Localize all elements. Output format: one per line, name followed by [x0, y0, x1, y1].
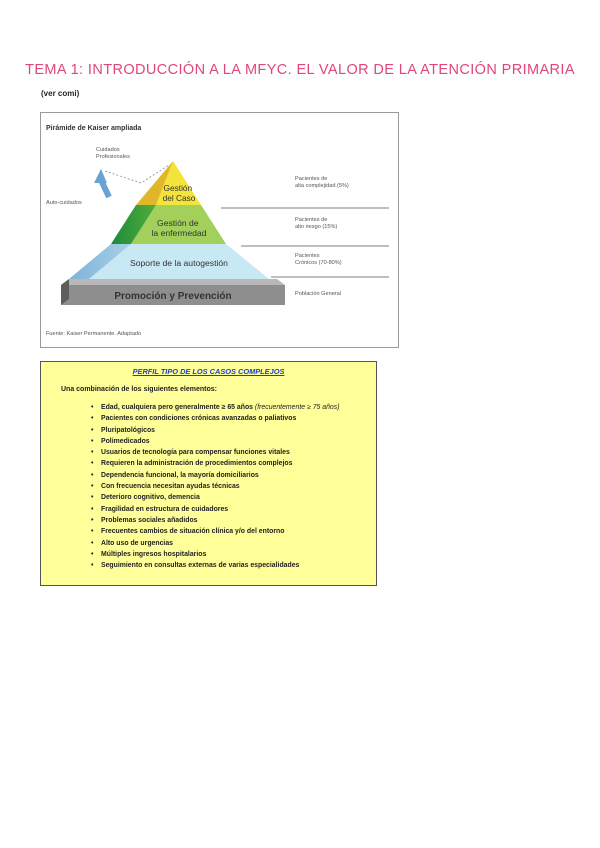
list-item: • Dependencia funcional, la mayoría domiciliarios: [101, 470, 340, 481]
criteria-list: [91, 402, 340, 571]
list-item: • Múltiples ingresos hospitalarios: [101, 549, 340, 560]
list-item: • Frecuentes cambios de situación clínica y/o del entorno: [101, 526, 340, 537]
population-alto-riesgo: Pacientes de alto riesgo (15%): [295, 217, 338, 230]
figure-title: Pirámide de Kaiser ampliada: [46, 125, 142, 132]
document-note: (ver comi): [41, 89, 80, 98]
population-alta-complejidad: Pacientes de alta complejidad (5%): [295, 176, 349, 189]
box-intro: Una combinación de los siguientes elementos:: [61, 386, 217, 393]
box-title: PERFIL TIPO DE LOS CASOS COMPLEJOS: [132, 367, 285, 376]
list-item: • Usuarios de tecnología para compensar funciones vitales: [101, 447, 340, 458]
list-item: • Alto uso de urgencias: [101, 538, 340, 549]
list-item: • Pacientes con condiciones crónicas avanzadas o paliativos: [101, 413, 340, 424]
level-autogestion-label: Soporte de la autogestión: [130, 258, 228, 268]
level-caso-label: Gestión del Caso: [162, 183, 196, 203]
document-title: TEMA 1: INTRODUCCIÓN A LA MFYC. EL VALOR DE LA ATENCIÓN PRIMARIA: [25, 62, 575, 78]
list-item: • Edad, cualquiera pero generalmente ≥ 65 años (frecuentemente ≥ 75 años): [101, 402, 340, 413]
list-item: • Pluripatológicos: [101, 425, 340, 436]
population-general: Población General: [295, 291, 342, 297]
figure-source: Fuente: Kaiser Permanente. Adaptado: [46, 331, 142, 337]
kaiser-pyramid-figure: [40, 112, 399, 348]
list-item: • Seguimiento en consultas externas de varias especialidades: [101, 560, 340, 571]
list-item: • Polimedicados: [101, 436, 340, 447]
list-item: • Fragilidad en estructura de cuidadores: [101, 504, 340, 515]
list-item: • Deterioro cognitivo, demencia: [101, 492, 340, 503]
level-enfermedad-label: Gestión de la enfermedad: [151, 218, 207, 238]
list-item: • Problemas sociales añadidos: [101, 515, 340, 526]
population-cronicos: Pacientes Crónicos (70-80%): [295, 253, 342, 266]
cuidados-profesionales-label: Cuidados Profesionales: [96, 147, 130, 160]
list-item: • Con frecuencia necesitan ayudas técnicas: [101, 481, 340, 492]
level-prevencion-label: Promoción y Prevención: [114, 291, 232, 302]
complex-cases-box: [40, 361, 377, 586]
list-item: • Requieren la administración de procedimientos complejos: [101, 458, 340, 469]
auto-cuidados-label: Auto-cuidados: [46, 200, 82, 206]
pyramid-svg: [41, 113, 398, 347]
base-top-shape: [61, 279, 285, 285]
